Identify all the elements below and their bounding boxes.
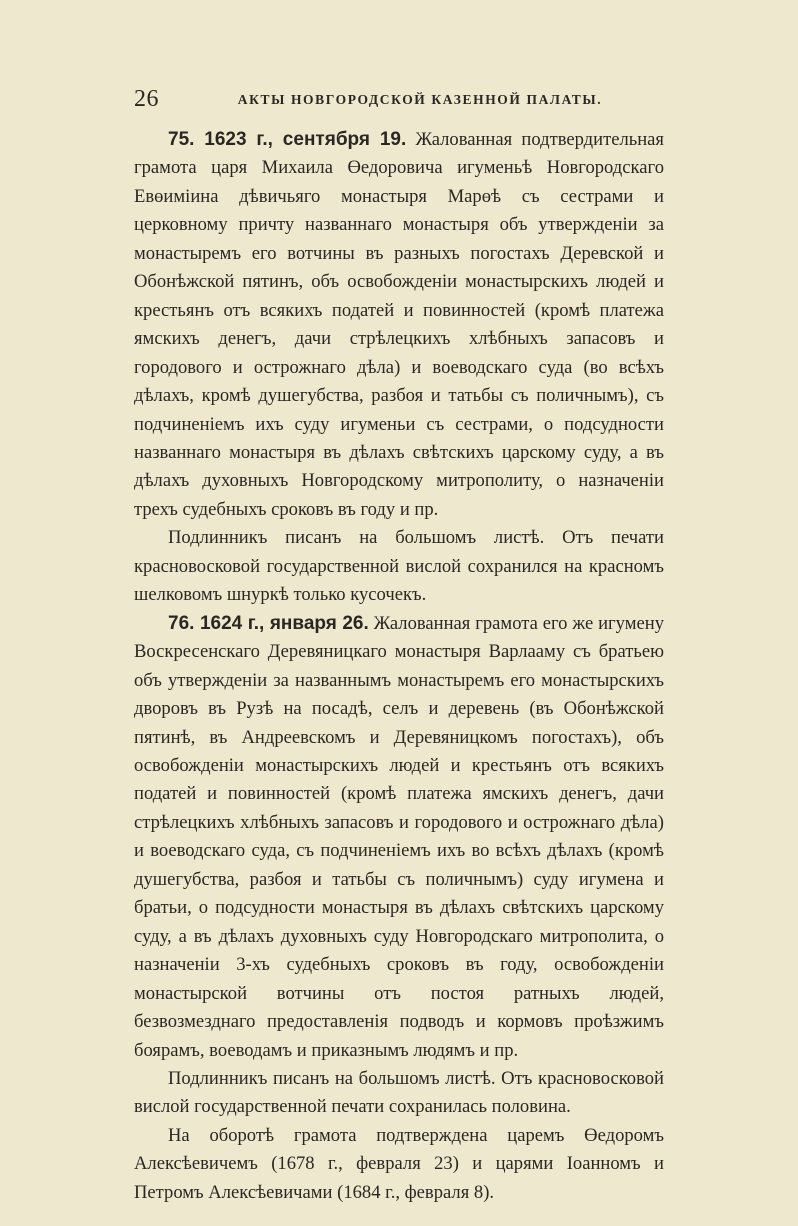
running-title: АКТЫ НОВГОРОДСКОЙ КАЗЕННОЙ ПАЛАТЫ.	[237, 92, 603, 107]
entry-76-note: Подлинникъ писанъ на большомъ листѣ. Отъ красновосковой вислой государственной печати сохранилась половина.	[134, 1067, 664, 1118]
entry-75-note: Подлинникъ писанъ на большомъ листѣ. Отъ печати красновосковой государственной вислой сохранился на красномъ шелковомъ шнуркѣ только кусочекъ.	[134, 527, 664, 606]
entry-76-paragraph	[134, 610, 664, 1065]
page-body	[134, 126, 664, 1207]
entry-75-summary: Жалованная подтвердительная грамота царя Михаила Өедоровича игуменьѣ Новгородскаго Евөиміина дѣвичьяго монастыря Марөѣ съ сестрами и церковному причту названнаго монастыря объ утвержденіи за монастыремъ его вотчины въ разныхъ погостахъ Деревской и Обонѣжской пятинъ, объ освобожденіи монастырскихъ людей и крестьянъ отъ всякихъ податей и повинностей (кромѣ платежа ямскихъ денегъ, дачи стрѣлецкихъ хлѣбныхъ запасовъ и городового и острожнаго дѣла) и воеводскаго суда (во всѣхъ дѣлахъ, кромѣ душегубства, разбоя и татьбы съ поличнымъ), съ подчиненіемъ ихъ суду игуменьи съ сестрами, о подсудности названнаго монастыря въ дѣлахъ свѣтскихъ царскому суду, а въ дѣлахъ духовныхъ Новгородскому митрополиту, о назначеніи трехъ судебныхъ сроковъ въ году и пр.	[134, 129, 664, 520]
entry-75-paragraph	[134, 126, 664, 524]
entry-76-summary: Жалованная грамота его же игумену Воскресенскаго Деревяницкаго монастыря Варлааму съ братьею объ утвержденіи за названнымъ монастыремъ его монастырскихъ дворовъ въ Рузѣ на посадѣ, селъ и деревень (въ Обонѣжской пятинѣ, въ Андреевскомъ и Деревяницкомъ погостахъ), объ освобожденіи монастырскихъ людей и крестьянъ отъ всякихъ податей и повинностей (кромѣ платежа ямскихъ денегъ, дачи стрѣлецкихъ хлѣбныхъ запасовъ и городового и острожнаго дѣла) и воеводскаго суда, съ подчиненіемъ ихъ во всѣхъ дѣлахъ (кромѣ душегубства, разбоя и татьбы съ поличнымъ) суду игумена и братьи, о подсудности монастыря въ дѣлахъ свѣтскихъ царскому суду, а въ дѣлахъ духовныхъ суду Новгородскаго митрополита, о назначеніи 3-хъ судебныхъ сроковъ въ году, освобожденіи монастырской вотчины отъ постоя ратныхъ людей, безвозмезднаго предоставленія подводъ и кормовъ проѣзжимъ боярамъ, воеводамъ и приказнымъ людямъ и пр.	[134, 612, 664, 1061]
entry-76-note-reverse: На оборотѣ грамота подтверждена царемъ Өедоромъ Алексѣевичемъ (1678 г., февраля 23) и царями Іоанномъ и Петромъ Алексѣевичами (1684 г., февраля 8).	[134, 1124, 664, 1203]
running-head	[134, 86, 666, 112]
entry-75-date: 75. 1623 г., сентября 19.	[168, 129, 407, 150]
entry-76-date: 76. 1624 г., января 26.	[168, 612, 369, 634]
page-number: 26	[134, 86, 159, 112]
